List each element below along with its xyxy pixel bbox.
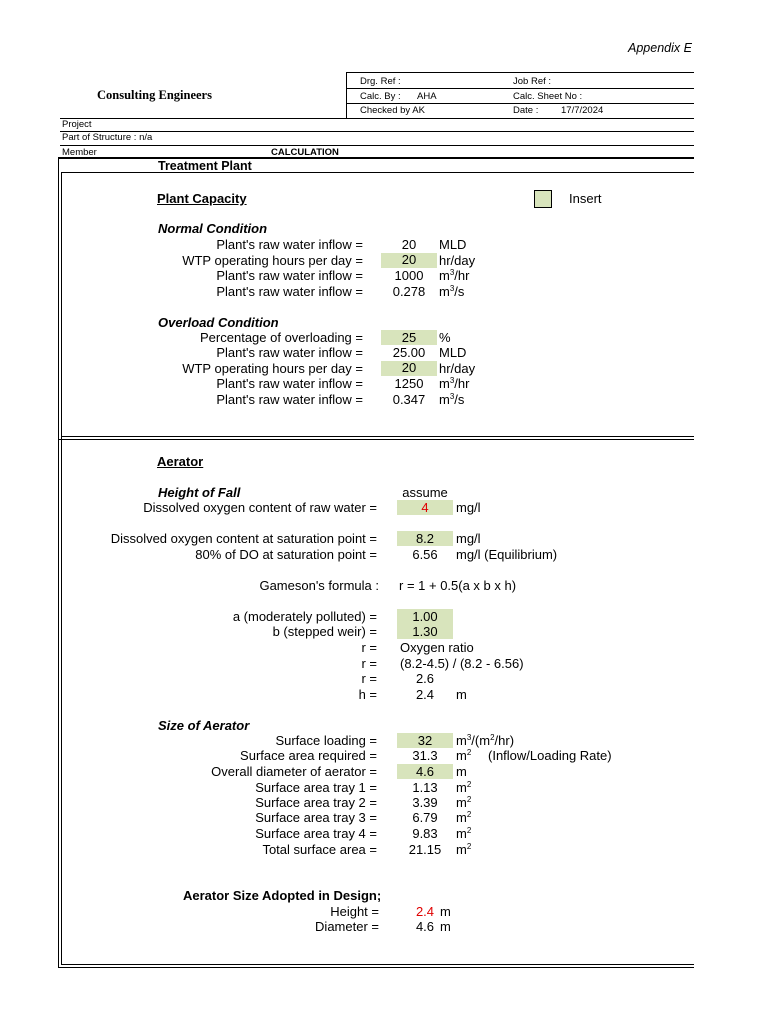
total-surface-area-value: 21.15 xyxy=(408,842,442,857)
frame-left-inner xyxy=(61,172,62,965)
section-title-treatment-plant: Treatment Plant xyxy=(158,159,252,173)
normal-inflow-s-unit: $m^3/s$ xyxy=(439,284,465,299)
r-text-oxygen-ratio: Oxygen ratio xyxy=(400,640,474,655)
normal-inflow-s-label: Plant's raw water inflow = xyxy=(216,284,363,299)
overload-inflow-s-value: 0.347 xyxy=(392,392,426,407)
tray-2-label: Surface area tray 2 = xyxy=(255,795,377,810)
calculation-label: CALCULATION xyxy=(271,147,339,158)
overall-diameter-input[interactable]: 4.6 xyxy=(415,764,435,779)
tray-2-value: 3.39 xyxy=(412,795,438,810)
tray-4-label: Surface area tray 4 = xyxy=(255,826,377,841)
part-of-structure: Part of Structure : n/a xyxy=(62,132,153,143)
date-value: 17/7/2024 xyxy=(561,105,604,116)
checked-by: Checked by AK xyxy=(360,105,425,116)
header-rule-3 xyxy=(60,118,694,119)
r-value: 2.6 xyxy=(415,671,435,686)
do-sat-input[interactable]: 8.2 xyxy=(415,531,435,546)
tray-4-unit: $m^2$ xyxy=(456,826,472,841)
tray-3-unit: $m^2$ xyxy=(456,810,472,825)
frame-bottom-outer xyxy=(58,967,694,968)
normal-hours-unit: hr/day xyxy=(439,253,476,268)
normal-inflow-mld-value: 20 xyxy=(401,237,417,252)
surface-loading-unit: $m^3/(m^2/hr)$ xyxy=(456,733,515,748)
overload-hours-unit: hr/day xyxy=(439,361,476,376)
drg-ref: Drg. Ref : xyxy=(360,76,401,87)
total-surface-area-label: Total surface area = xyxy=(262,842,377,857)
tray-4-value: 9.83 xyxy=(412,826,438,841)
date-label: Date : xyxy=(513,105,539,116)
normal-inflow-hr-value: 1000 xyxy=(394,268,424,283)
appendix-label: Appendix E xyxy=(628,41,692,55)
adopted-diameter-label: Diameter = xyxy=(315,919,379,934)
overload-inflow-s-label: Plant's raw water inflow = xyxy=(216,392,363,407)
normal-inflow-hr-label: Plant's raw water inflow = xyxy=(216,268,363,283)
r-label-1: r = xyxy=(361,640,377,655)
plant-capacity-heading: Plant Capacity xyxy=(157,191,247,206)
tray-1-label: Surface area tray 1 = xyxy=(255,780,377,795)
b-label: b (stepped weir) = xyxy=(272,624,377,639)
normal-inflow-mld-unit: MLD xyxy=(439,237,467,252)
normal-inflow-hr-unit: $m^3/hr$ xyxy=(439,268,470,283)
overload-pct-input[interactable]: 25 xyxy=(401,330,417,345)
aerator-heading: Aerator xyxy=(157,454,204,469)
frame-top-inner xyxy=(61,172,694,173)
overload-pct-label: Percentage of overloading = xyxy=(200,330,363,345)
gameson-label: Gameson's formula : xyxy=(259,578,379,593)
surface-loading-label: Surface loading = xyxy=(275,733,377,748)
header-rule-1 xyxy=(346,88,694,89)
frame-left-outer xyxy=(58,157,59,968)
header-divider xyxy=(346,72,347,119)
overload-pct-unit: % xyxy=(439,330,451,345)
overload-inflow-mld-label: Plant's raw water inflow = xyxy=(216,345,363,360)
height-of-fall-heading: Height of Fall xyxy=(158,485,241,500)
overload-inflow-s-unit: $m^3/s$ xyxy=(439,392,465,407)
tray-3-value: 6.79 xyxy=(412,810,438,825)
a-label: a (moderately polluted) = xyxy=(232,609,377,624)
tray-2-unit: $m^2$ xyxy=(456,795,472,810)
do-sat-unit: mg/l xyxy=(456,531,481,546)
surface-area-required-unit: $m^2$ xyxy=(456,748,472,763)
do-raw-input[interactable]: 4 xyxy=(421,500,429,515)
firm-name: Consulting Engineers xyxy=(97,88,212,102)
frame-mid-2 xyxy=(58,439,694,440)
overload-hours-label: WTP operating hours per day = xyxy=(182,361,363,376)
tray-1-unit: $m^2$ xyxy=(456,780,472,795)
h-value: 2.4 xyxy=(415,687,435,702)
normal-inflow-mld-label: Plant's raw water inflow = xyxy=(216,237,363,252)
frame-bottom-inner xyxy=(61,964,694,965)
header-rule-6 xyxy=(58,157,694,159)
input-legend-label: Insert xyxy=(569,191,602,206)
do-sat-label: Dissolved oxygen content at saturation point = xyxy=(110,531,377,546)
header-rule-5 xyxy=(60,145,694,146)
header-top-rule xyxy=(346,72,694,73)
header-rule-4 xyxy=(60,131,694,132)
frame-mid-1 xyxy=(61,436,694,437)
do-raw-unit: mg/l xyxy=(456,500,481,515)
adopted-height-label: Height = xyxy=(330,904,379,919)
a-input[interactable]: 1.00 xyxy=(412,609,438,624)
assume-label: assume xyxy=(402,485,448,500)
overload-inflow-hr-unit: $m^3/hr$ xyxy=(439,376,470,391)
header-rule-2 xyxy=(346,103,694,104)
do80-value: 6.56 xyxy=(412,547,438,562)
surface-area-required-label: Surface area required = xyxy=(240,748,377,763)
adopted-size-heading: Aerator Size Adopted in Design; xyxy=(183,888,382,903)
tray-3-label: Surface area tray 3 = xyxy=(255,810,377,825)
normal-inflow-s-value: 0.278 xyxy=(392,284,426,299)
adopted-height-value: 2.4 xyxy=(415,904,435,919)
overall-diameter-label: Overall diameter of aerator = xyxy=(211,764,377,779)
overload-condition-heading: Overload Condition xyxy=(158,315,279,330)
r-label-2: r = xyxy=(361,656,377,671)
size-of-aerator-heading: Size of Aerator xyxy=(158,718,250,733)
do80-label: 80% of DO at saturation point = xyxy=(195,547,377,562)
r-label-3: r = xyxy=(361,671,377,686)
b-input[interactable]: 1.30 xyxy=(412,624,438,639)
job-ref: Job Ref : xyxy=(513,76,552,87)
overload-hours-input[interactable]: 20 xyxy=(401,360,417,375)
h-unit: m xyxy=(456,687,467,702)
total-surface-area-unit: $m^2$ xyxy=(456,842,472,857)
tray-1-value: 1.13 xyxy=(412,780,438,795)
normal-hours-label: WTP operating hours per day = xyxy=(182,253,363,268)
calc-by-label: Calc. By : xyxy=(360,91,401,102)
surface-area-required-note: (Inflow/Loading Rate) xyxy=(488,748,612,763)
gameson-formula: r = 1 + 0.5(a x b x h) xyxy=(399,578,517,593)
adopted-height-unit: m xyxy=(440,904,451,919)
calc-sheet-no: Calc. Sheet No : xyxy=(513,91,583,102)
do-raw-label: Dissolved oxygen content of raw water = xyxy=(143,500,377,515)
overload-inflow-hr-value: 1250 xyxy=(394,376,424,391)
normal-condition-heading: Normal Condition xyxy=(158,221,268,236)
surface-loading-input[interactable]: 32 xyxy=(417,733,433,748)
surface-area-required-value: 31.3 xyxy=(412,748,438,763)
overload-inflow-mld-value: 25.00 xyxy=(392,345,426,360)
member-label: Member xyxy=(62,147,97,158)
r-text-expression: (8.2-4.5) / (8.2 - 6.56) xyxy=(400,656,524,671)
input-legend-swatch xyxy=(534,190,552,208)
overload-inflow-mld-unit: MLD xyxy=(439,345,467,360)
overload-inflow-hr-label: Plant's raw water inflow = xyxy=(216,376,363,391)
do80-unit: mg/l (Equilibrium) xyxy=(456,547,558,562)
normal-hours-input[interactable]: 20 xyxy=(401,252,417,267)
adopted-diameter-value: 4.6 xyxy=(415,919,435,934)
calc-by-value: AHA xyxy=(417,91,437,102)
adopted-diameter-unit: m xyxy=(440,919,451,934)
h-label: h = xyxy=(358,687,377,702)
project-label: Project xyxy=(62,119,92,130)
overall-diameter-unit: m xyxy=(456,764,467,779)
